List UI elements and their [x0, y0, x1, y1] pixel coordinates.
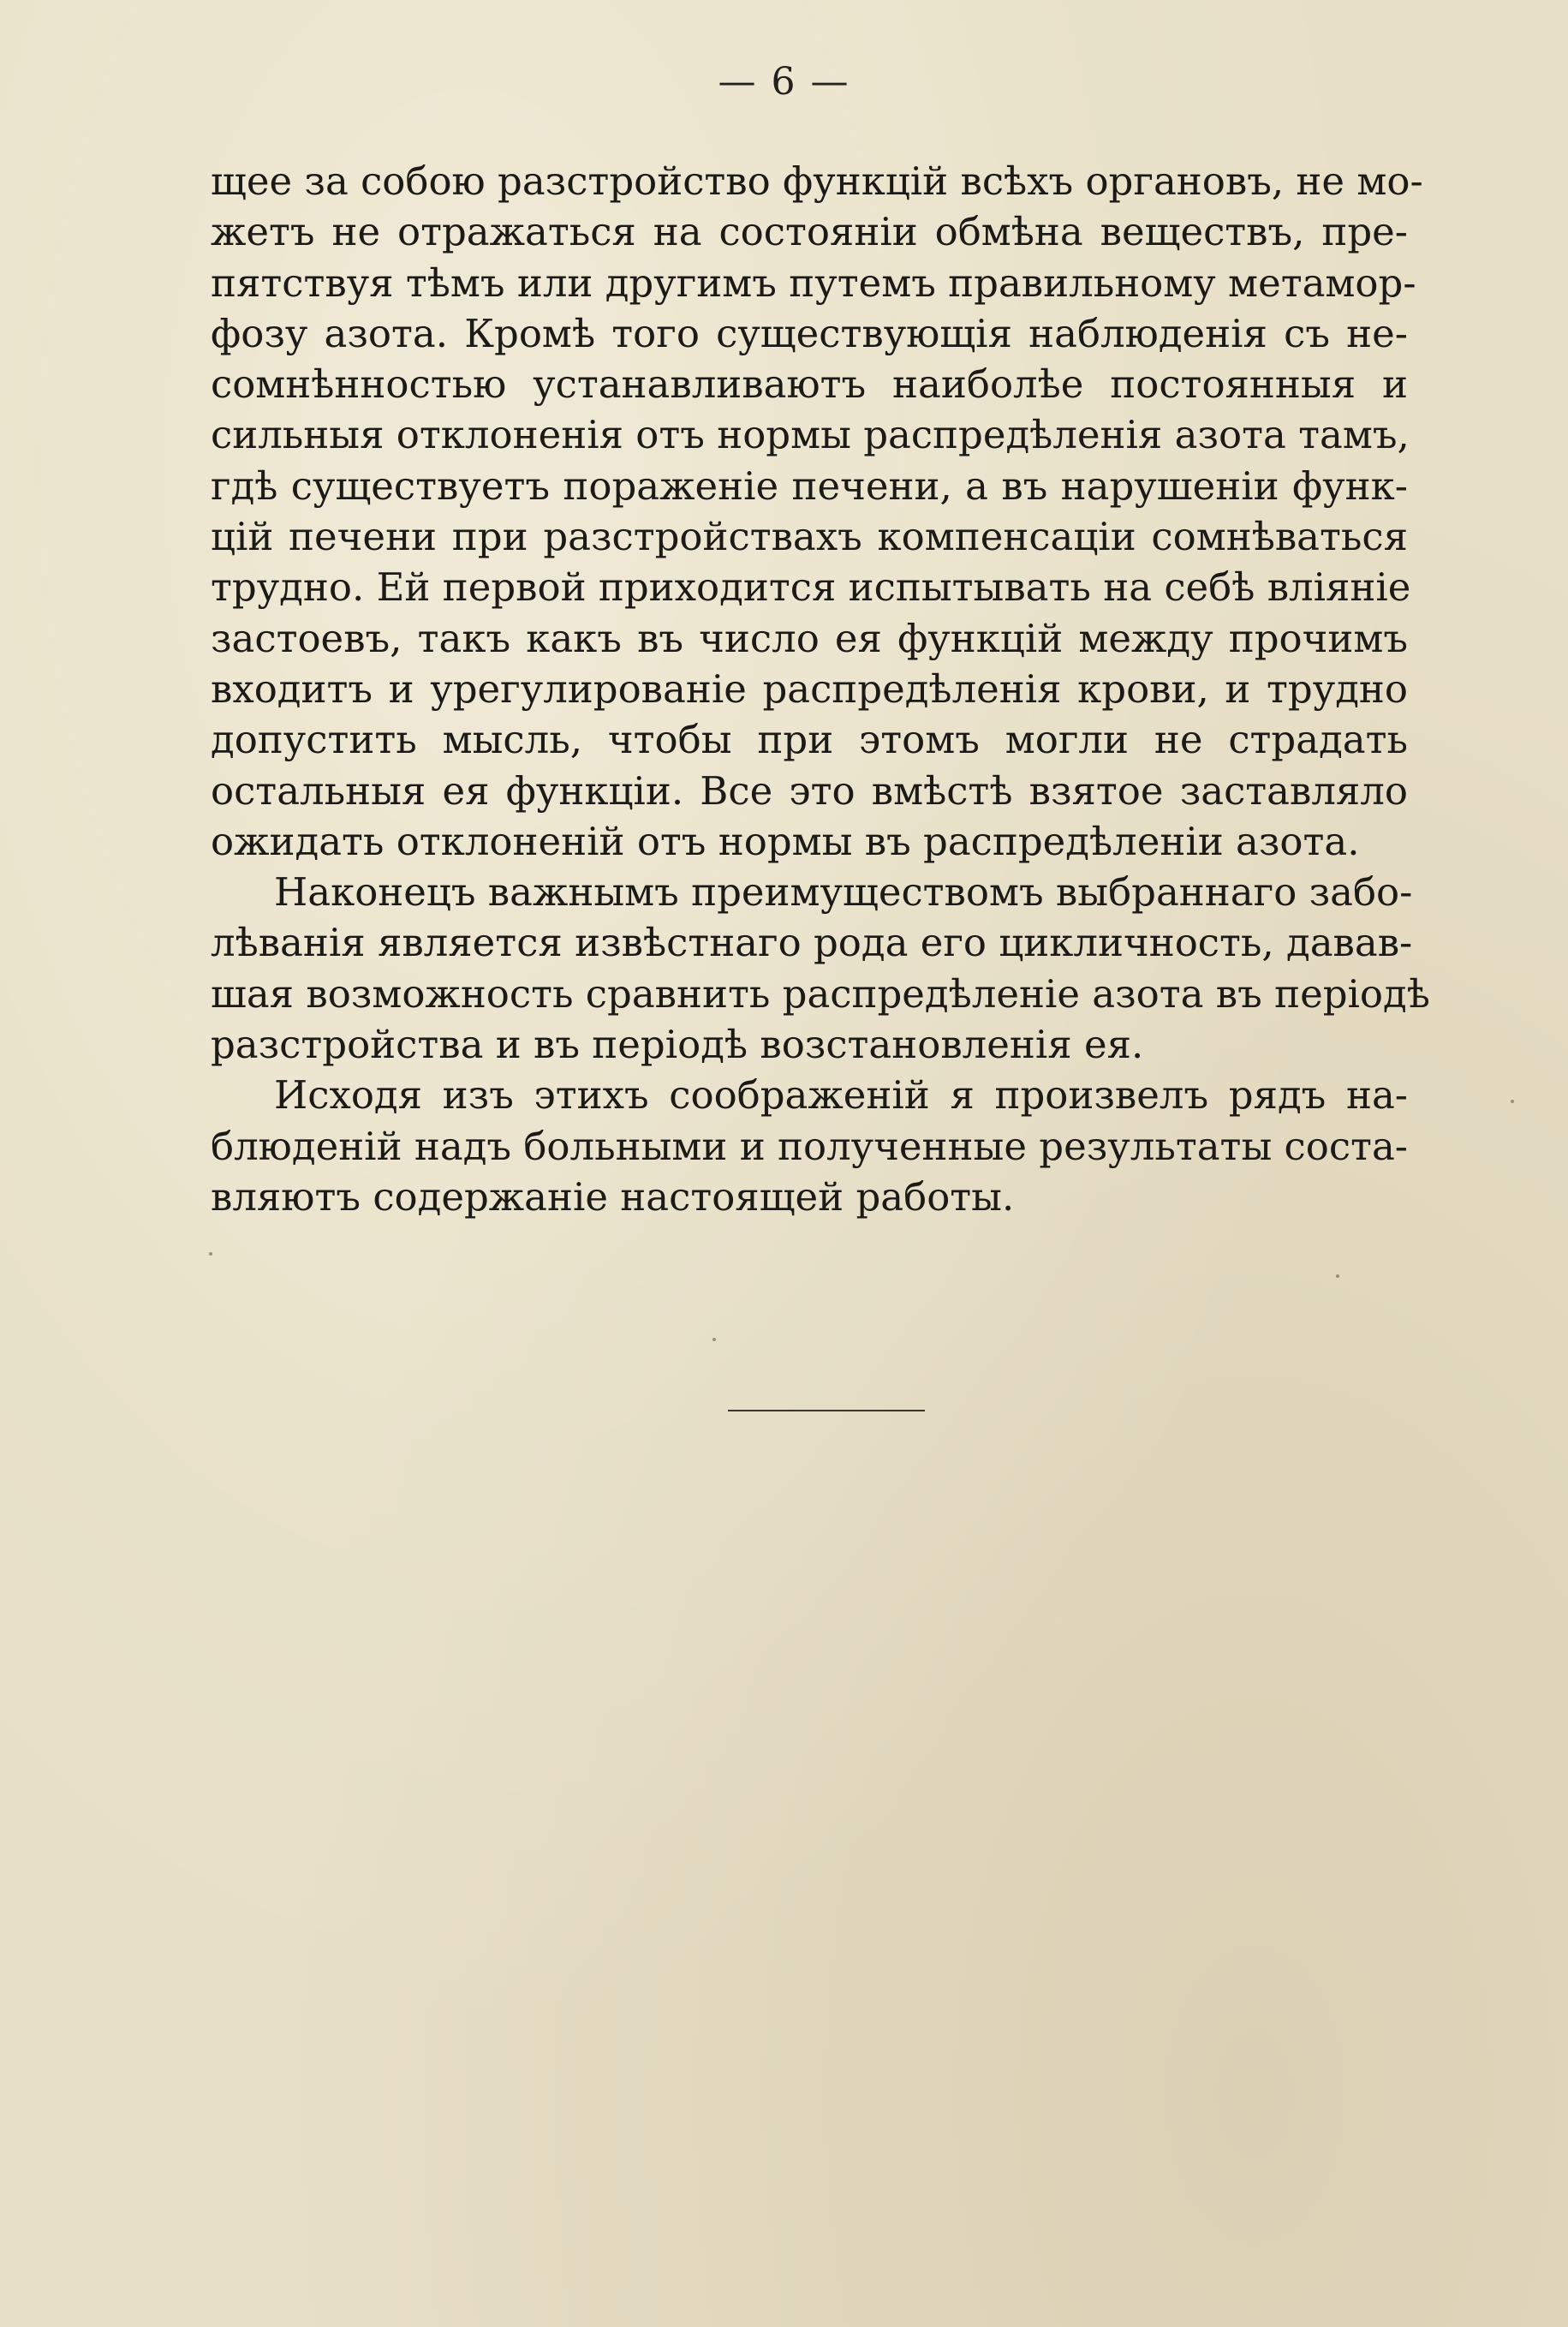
text-line: сильныя отклоненія отъ нормы распредѣленія азота тамъ,: [211, 412, 1410, 458]
text-line: фозу азота. Кромѣ того существующія наблюденія съ не-: [211, 310, 1408, 356]
paper-speck: [712, 1338, 716, 1341]
text-line: трудно. Ей первой приходится испытывать на себѣ вліяніе: [211, 564, 1411, 611]
text-line: разстройства и въ періодѣ возстановленія ея.: [211, 1022, 1144, 1068]
text-line: входитъ и урегулированіе распредѣленія крови, и трудно: [211, 665, 1408, 712]
text-line: гдѣ существуетъ пораженіе печени, а въ нарушеніи функ-: [211, 462, 1408, 509]
text-line: цій печени при разстройствахъ компенсаціи сомнѣваться: [211, 514, 1408, 560]
text-line: лѣванія является извѣстнаго рода его цикличность, давав-: [211, 920, 1413, 966]
text-line: допустить мысль, чтобы при этомъ могли не страдать: [211, 717, 1408, 763]
text-line: жетъ не отражаться на состояніи обмѣна веществъ, пре-: [211, 209, 1408, 255]
text-line: ожидать отклоненій отъ нормы въ распредѣленіи азота.: [211, 818, 1360, 864]
text-line: Исходя изъ этихъ соображеній я произвелъ рядъ на-: [274, 1072, 1408, 1119]
page-number: — 6 —: [718, 60, 850, 104]
text-line: пятствуя тѣмъ или другимъ путемъ правильному метамор-: [211, 260, 1416, 306]
paper-speck: [1511, 1100, 1514, 1103]
text-line: щее за собою разстройство функцій всѣхъ органовъ, не мо-: [211, 158, 1423, 204]
paper-speck: [209, 1252, 212, 1256]
body-text: [211, 156, 1430, 1222]
section-end-rule: [728, 1410, 925, 1411]
text-line: сомнѣнностью устанавливаютъ наиболѣе постоянныя и: [211, 361, 1408, 408]
text-line: остальныя ея функціи. Все это вмѣстѣ взятое заставляло: [211, 767, 1408, 814]
text-line: вляютъ содержаніе настоящей работы.: [211, 1173, 1015, 1220]
text-line: блюденій надъ больными и полученные результаты соста-: [211, 1123, 1408, 1169]
text-line: застоевъ, такъ какъ въ число ея функцій между прочимъ: [211, 615, 1408, 661]
paper-speck: [1336, 1274, 1339, 1278]
text-line: шая возможность сравнить распредѣленіе азота въ періодѣ: [211, 970, 1430, 1017]
text-line: Наконецъ важнымъ преимуществомъ выбраннаго забо-: [274, 869, 1413, 916]
